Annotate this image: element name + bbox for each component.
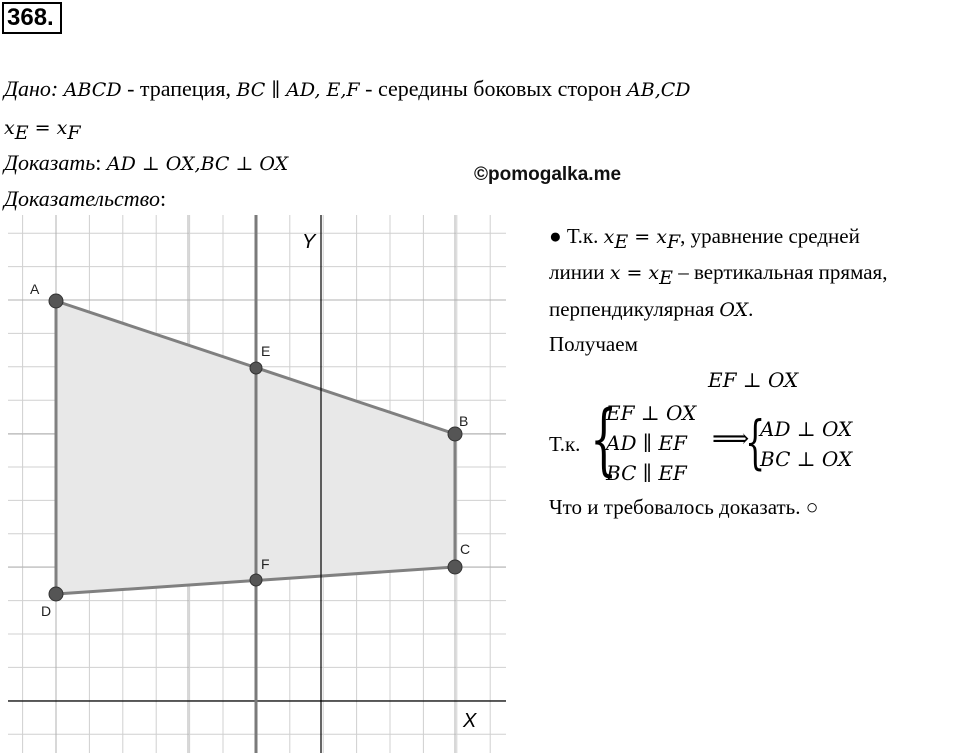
sol-l3-suffix: . [748,297,754,321]
label-a: A [30,281,40,297]
point-d [49,587,63,601]
system-left-2: AD ∥ EF [606,431,687,455]
sol-l1-x: x [603,226,615,248]
label-c: C [460,541,471,557]
sol-l3-prefix: перпендикулярная [549,297,720,321]
cond-eq: = x [28,117,68,139]
point-b [448,427,462,441]
right-brace-icon: { [745,408,766,476]
point-e [250,362,262,374]
prove-statement: AD ⊥ OX,BC ⊥ OX [106,153,289,175]
watermark: ©pomogalka.me [474,164,622,185]
left-brace-icon: { [590,395,618,485]
given-parallel: BC ∥ AD, E,F [236,79,360,101]
solution-conclusion: Что и требовалось доказать. ○ [549,495,819,519]
point-f [250,574,262,586]
solution-tk: Т.к. [549,432,581,456]
solution-line2 [549,259,888,289]
given-text1: - трапеция, [121,76,237,101]
system-right-2: BC ⊥ OX [760,447,853,471]
prove-line [4,150,288,177]
sol-l1-suffix: , уравнение средней [680,224,860,248]
sol-l2-suffix: – вертикальная прямая, [673,260,888,284]
point-c [448,560,462,574]
proof-colon: : [159,186,167,211]
label-e: E [261,343,271,359]
system-right-1: AD ⊥ OX [760,417,853,441]
sol-l2-math: x = x [609,262,660,284]
sol-l2-prefix: линии [549,260,610,284]
label-f: F [261,556,270,572]
solution-result: EF ⊥ OX [708,368,799,392]
proof-label: Доказательство [4,186,160,211]
prove-colon: : [95,150,102,175]
proof-line [4,186,166,212]
system-left-3: BC ∥ EF [606,461,687,485]
sol-l2-sub: E [659,267,673,289]
sol-l1-eq: = x [628,226,667,248]
cond-rhs-sub: F [67,122,81,144]
given-label: Дано: [4,76,59,101]
sol-l1-sub-f: F [666,231,681,253]
label-d: D [41,603,52,619]
x-axis-label: X [463,710,477,732]
cond-lhs: x [4,117,15,139]
system-left-1: EF ⊥ OX [606,401,697,425]
given-sides: AB,CD [627,79,691,101]
sol-l3-math: OX [719,299,749,321]
label-b: B [459,413,469,429]
given-text2: - середины боковых сторон [359,76,628,101]
y-axis-label: Y [302,231,316,253]
solution-line3 [549,296,753,323]
cond-lhs-sub: E [14,122,29,144]
condition-line [4,114,81,144]
solution-line1 [549,223,860,253]
given-line [4,76,691,103]
point-a [49,294,63,308]
solution-line4: Получаем [549,332,638,356]
given-trapezoid: ABCD [63,79,122,101]
trapezoid-figure [0,215,512,753]
prove-label: Доказать [4,150,96,175]
sol-l1-sub-e: E [614,231,629,253]
implies-icon: ⟹ [712,424,750,453]
sol-l1-prefix: ● Т.к. [549,224,604,248]
problem-number: 368. [2,2,62,34]
